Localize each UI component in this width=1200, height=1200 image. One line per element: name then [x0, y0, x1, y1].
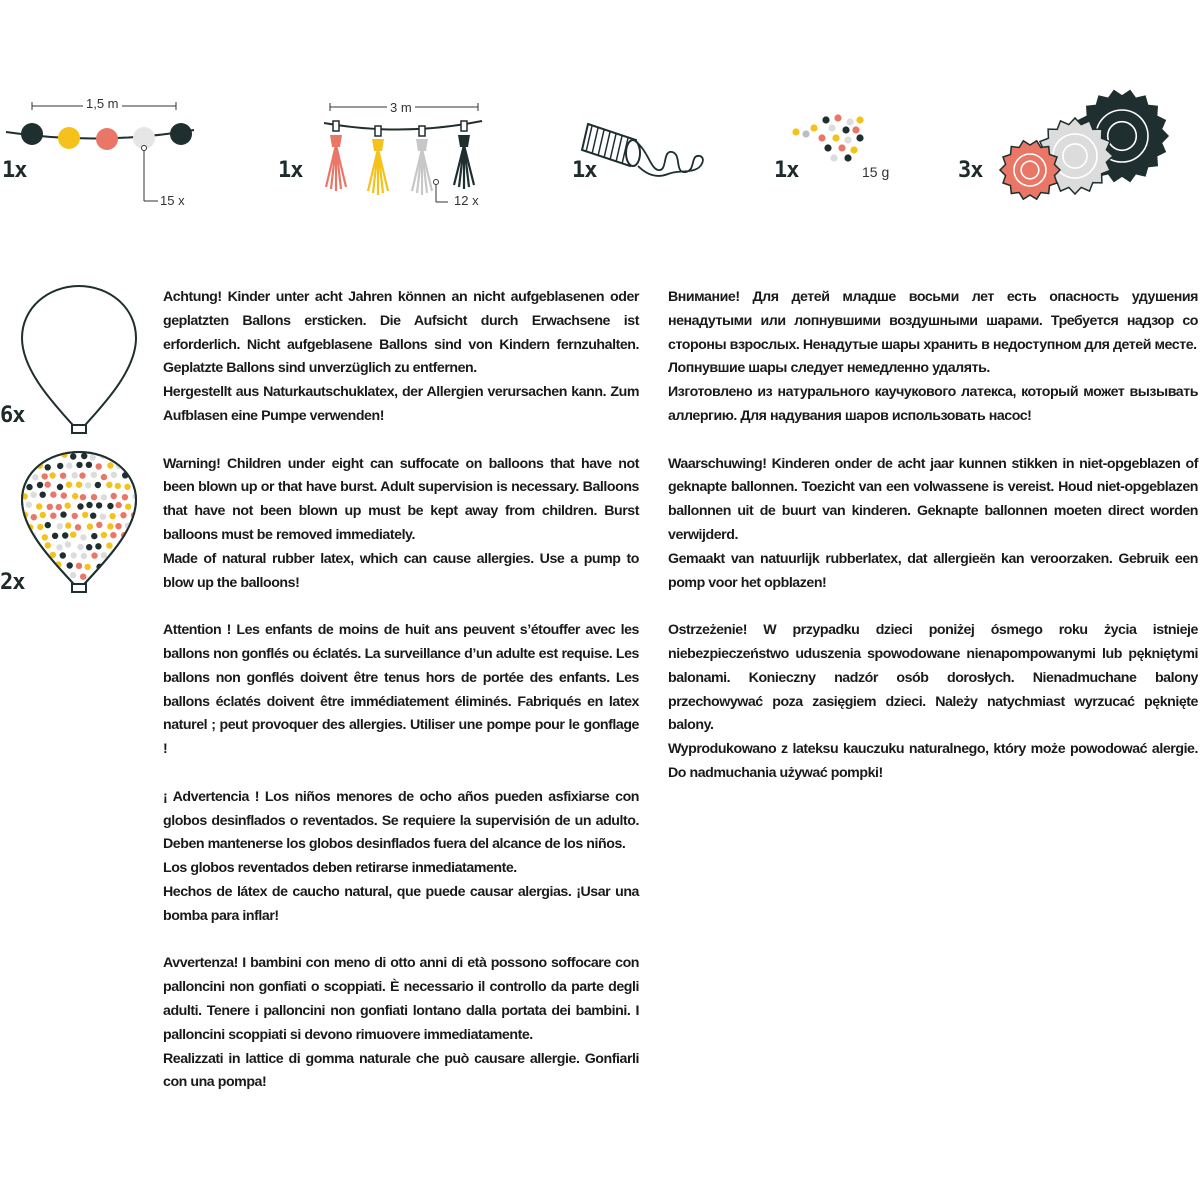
balloon-confetti-dot	[86, 544, 92, 550]
warning-ru-text-1: Внимание! Для детей младше восьми лет есть опасность удушения ненадутыми или лопнувшими воздушными шарами. Требуется надзор со стороны взрослых. Ненадутые шары хранить в недоступном для детей месте.	[668, 289, 1198, 353]
pompom-garland-length: 1,5 m	[83, 96, 122, 111]
balloon-confetti-dot	[21, 453, 27, 459]
balloon-confetti-dot	[87, 523, 93, 529]
balloon-confetti-dot	[50, 513, 56, 519]
warning-ru	[668, 286, 1198, 429]
balloon-confetti-dot	[72, 472, 78, 478]
balloon-confetti-dot	[101, 532, 107, 538]
balloon-confetti-dot	[91, 494, 97, 500]
balloon-confetti-dot	[91, 533, 97, 539]
balloon-confetti-dot	[115, 483, 121, 489]
warning-it-text-2: Realizzati in lattice di gomma naturale che può causare allergie. Gonfiarli con una pompa!	[163, 1050, 639, 1091]
balloon-confetti-dot	[40, 552, 46, 558]
balloon-confetti-dot	[96, 522, 102, 528]
confetti-dot	[856, 134, 863, 141]
confetti-dot	[802, 130, 809, 137]
confetti-dot	[844, 136, 851, 143]
warning-en-text-1: Warning! Children under eight can suffocate on balloons that have not been blown up or that have burst. Adult supervision is necessary. Balloons that have not been blown up must be kept away from children. Burst balloons must be removed immediately.	[163, 455, 639, 543]
confetti-dot	[828, 124, 835, 131]
balloon-confetti-dot	[115, 523, 121, 529]
tassel-garland-qty: 1x	[278, 158, 303, 183]
balloon-confetti-dot	[121, 554, 127, 560]
balloon-confetti-dot	[85, 482, 91, 488]
balloon-confetti-dot	[115, 562, 121, 568]
balloon-confetti-dot	[119, 572, 125, 578]
balloon-confetti-dot	[80, 574, 86, 580]
balloon-confetti-dot	[124, 484, 130, 490]
balloon-confetti-dot	[115, 583, 121, 589]
paper-fan-icon	[990, 88, 1180, 208]
balloon-confetti-dot	[45, 542, 51, 548]
balloon-confetti-dot	[100, 514, 106, 520]
balloon-confetti-dot	[95, 543, 101, 549]
confetti-qty: 1x	[774, 158, 799, 183]
confetti-balloon-icon	[18, 448, 138, 608]
balloon-confetti-dot	[42, 534, 48, 540]
balloon-confetti-dot	[86, 462, 92, 468]
balloon-confetti-dot	[71, 552, 77, 558]
confetti-dot	[822, 116, 829, 123]
warning-es	[163, 786, 639, 929]
confetti-dot	[844, 154, 851, 161]
warning-it	[163, 952, 639, 1095]
balloon-confetti-dot	[107, 584, 113, 590]
balloon-confetti-dot	[135, 464, 141, 470]
balloon-confetti-dot	[30, 492, 36, 498]
balloon-confetti-dot	[91, 552, 97, 558]
balloon-confetti-dot	[65, 502, 71, 508]
balloon-confetti-dot	[122, 494, 128, 500]
balloon-confetti-dot	[37, 562, 43, 568]
balloon-confetti-dot	[101, 474, 107, 480]
balloon-confetti-dot	[25, 583, 31, 589]
warning-de	[163, 286, 639, 429]
tassel-garland-length: 3 m	[387, 100, 415, 115]
balloon-confetti-dot	[116, 502, 122, 508]
balloon-confetti-dot	[45, 583, 51, 589]
balloon-confetti-dot	[60, 473, 66, 479]
warnings-right-column	[668, 286, 1198, 810]
confetti-dot	[850, 146, 857, 153]
balloon-confetti-dot	[76, 482, 82, 488]
balloon-confetti-dot	[70, 572, 76, 578]
balloon-confetti-dot	[126, 463, 132, 469]
warning-de-text-2: Hergestellt aus Naturkautschuklatex, der Allergien verursachen kann. Zum Aufblasen eine Pumpe verwenden!	[163, 384, 639, 424]
balloon-confetti-dot	[132, 571, 138, 577]
balloon-confetti-dot	[45, 522, 51, 528]
balloon-confetti-dot	[90, 513, 96, 519]
balloon-icon	[18, 282, 138, 442]
balloon-confetti-dot	[62, 532, 68, 538]
balloon-confetti-dot	[52, 533, 58, 539]
balloon-confetti-dot	[35, 582, 41, 588]
balloon-confetti-dot	[110, 453, 116, 459]
balloon-confetti-dot	[121, 452, 127, 458]
confetti-dot	[830, 154, 837, 161]
warning-nl	[668, 453, 1198, 596]
balloon-confetti-dot	[60, 552, 66, 558]
balloon-confetti-dot	[66, 482, 72, 488]
pompom-count: 15 x	[160, 193, 185, 208]
balloon-confetti-dot	[26, 502, 32, 508]
balloon-confetti-dot	[107, 564, 113, 570]
warning-en-text-2: Made of natural rubber latex, which can cause allergies. Use a pump to blow up the balloons!	[163, 550, 639, 591]
balloon-confetti-dot	[125, 504, 131, 510]
balloon-confetti-dot	[77, 544, 83, 550]
balloon-confetti-dot	[96, 502, 102, 508]
balloon-confetti-dot	[45, 464, 51, 470]
warning-ru-text-3: Изготовлено из натурального каучукового латекса, который может вызывать аллергию. Для надувания шаров использовать насос!	[668, 384, 1198, 424]
balloon-confetti-dot	[77, 503, 83, 509]
balloon-confetti-dot	[131, 553, 137, 559]
balloon-confetti-dot	[126, 543, 132, 549]
warning-nl-text-2: Gemaakt van natuurlijk rubberlatex, dat allergieën kan veroorzaken. Gebruik een pomp voor het opblazen!	[668, 550, 1198, 591]
warning-es-text-1: ¡ Advertencia ! Los niños menores de ocho años pueden asfixiarse con globos desinflados o reventados. Se requiere la supervisión de un adulto. Deben mantenerse los globos desinflados fuera del alcance de los niños.	[163, 788, 639, 853]
balloon-confetti-dot	[67, 562, 73, 568]
balloon-confetti-dot	[57, 484, 63, 490]
balloon-confetti-dot	[26, 484, 32, 490]
balloon-confetti-dot	[136, 563, 142, 569]
balloon-confetti-dot	[42, 473, 48, 479]
warning-pl-text-2: Wyprodukowano z lateksu kauczuku naturalnego, który może powodować alergie. Do nadmuchania używać pompki!	[668, 741, 1198, 781]
balloon-confetti-dot	[31, 572, 37, 578]
balloon-confetti-dot	[120, 512, 126, 518]
balloon-confetti-dot	[40, 573, 46, 579]
confetti-balloons-qty: 2x	[0, 570, 25, 595]
balloon-confetti-dot	[84, 564, 90, 570]
balloon-confetti-dot	[106, 542, 112, 548]
balloon-confetti-dot	[76, 462, 82, 468]
balloon-confetti-dot	[37, 482, 43, 488]
balloon-confetti-dot	[135, 582, 141, 588]
confetti-dot	[846, 118, 853, 125]
balloon-confetti-dot	[40, 454, 46, 460]
warning-es-text-2: Los globos reventados deben retirarse inmediatamente.	[163, 860, 517, 877]
balloon-confetti-dot	[65, 522, 71, 528]
balloon-confetti-dot	[72, 493, 78, 499]
balloon-confetti-dot	[20, 474, 26, 480]
balloon-confetti-dot	[50, 573, 56, 579]
balloon-confetti-dot	[40, 512, 46, 518]
balloon-confetti-dot	[75, 524, 81, 530]
balloon-confetti-dot	[50, 491, 56, 497]
balloon-confetti-dot	[30, 453, 36, 459]
balloon-confetti-dot	[47, 504, 53, 510]
balloon-confetti-dot	[97, 583, 103, 589]
balloon-confetti-dot	[76, 563, 82, 569]
balloon-confetti-dot	[137, 523, 143, 529]
balloon-confetti-dot	[49, 472, 55, 478]
confetti-dot	[838, 144, 845, 151]
balloon-confetti-dot	[132, 453, 138, 459]
plain-balloons-qty: 6x	[0, 403, 25, 428]
confetti-dot	[792, 128, 799, 135]
balloon-confetti-dot	[56, 504, 62, 510]
confetti-dot	[856, 116, 863, 123]
warning-ru-text-2: Лопнувшие шары следует немедленно удалять.	[668, 360, 990, 377]
balloon-confetti-dot	[80, 534, 86, 540]
balloon-confetti-dot	[72, 513, 78, 519]
balloon-confetti-dot	[66, 463, 72, 469]
confetti-dot	[818, 134, 825, 141]
paper-fans-qty: 3x	[958, 158, 983, 183]
balloon-confetti-dot	[135, 542, 141, 548]
warnings-left-column	[163, 286, 639, 1119]
warning-en	[163, 453, 639, 596]
warning-de-text-1: Achtung! Kinder unter acht Jahren können an nicht aufgeblasenen oder geplatzten Ballons ersticken. Die Aufsicht durch Erwachsene ist erforderlich. Nicht aufgeblasene Ballons sind von Kindern fernzuhalten. Geplatzte Ballons sind unverzüglich zu entfernen.	[163, 289, 639, 377]
balloon-confetti-dot	[61, 492, 67, 498]
balloon-confetti-dot	[40, 492, 46, 498]
balloon-confetti-dot	[107, 523, 113, 529]
balloon-confetti-dot	[109, 513, 115, 519]
confetti-dot	[852, 126, 859, 133]
balloon-confetti-dot	[100, 571, 106, 577]
balloon-confetti-dot	[86, 502, 92, 508]
balloon-confetti-dot	[107, 462, 113, 468]
balloon-confetti-dot	[90, 454, 96, 460]
balloon-confetti-dot	[70, 532, 76, 538]
pompom-garland-qty: 1x	[2, 158, 27, 183]
confetti-dot	[824, 144, 831, 151]
warning-fr	[163, 619, 639, 762]
warning-nl-text-1: Waarschuwing! Kinderen onder de acht jaar kunnen stikken in niet-opgeblazen of geknapte ballonnen. Toezicht van een volwassene is vereist. Houd niet-opgeblazen ballonnen uit de buurt van kinderen. Geknapte ballonnen moeten direct worden verwijderd.	[668, 455, 1198, 543]
confetti-dot	[834, 114, 841, 121]
balloon-confetti-dot	[57, 463, 63, 469]
balloon-confetti-dot	[80, 494, 86, 500]
confetti-dot	[842, 126, 849, 133]
balloon-confetti-dot	[131, 533, 137, 539]
balloon-confetti-dot	[96, 463, 102, 469]
balloon-confetti-dot	[20, 552, 26, 558]
balloon-confetti-dot	[127, 563, 133, 569]
balloon-confetti-dot	[31, 514, 37, 520]
balloon-confetti-dot	[57, 523, 63, 529]
confetti-dot	[810, 124, 817, 131]
balloon-confetti-dot	[79, 472, 85, 478]
balloon-confetti-dot	[31, 553, 37, 559]
balloon-confetti-dot	[21, 533, 27, 539]
balloon-confetti-dot	[137, 503, 143, 509]
balloon-confetti-dot	[101, 494, 107, 500]
balloon-confetti-dot	[91, 472, 97, 478]
balloon-confetti-dot	[70, 453, 76, 459]
confetti-weight: 15 g	[862, 164, 890, 180]
balloon-confetti-dot	[32, 474, 38, 480]
warning-it-text-1: Avvertenza! I bambini con meno di otto anni di età possono soffocare con palloncini non gonfiati o scoppiati. È necessario il controllo da parte degli adulti. Tenere i palloncini non gonfiati lontano dalla portata dei bambini. I palloncini scoppiati si devono rimuovere immediatamente.	[163, 955, 639, 1043]
streamer-qty: 1x	[572, 158, 597, 183]
balloon-confetti-dot	[107, 503, 113, 509]
balloon-confetti-dot	[47, 562, 53, 568]
balloon-confetti-dot	[56, 583, 62, 589]
balloon-confetti-dot	[110, 532, 116, 538]
warning-pl	[668, 619, 1198, 786]
balloon-confetti-dot	[45, 481, 51, 487]
balloon-confetti-dot	[81, 553, 87, 559]
balloon-confetti-dot	[36, 503, 42, 509]
balloon-confetti-dot	[137, 482, 143, 488]
balloon-confetti-dot	[56, 544, 62, 550]
warning-es-text-3: Hechos de látex de caucho natural, que puede causar alergias. ¡Usar una bomba para inflar!	[163, 883, 639, 924]
balloon-confetti-dot	[111, 472, 117, 478]
streamer-roll-icon	[578, 110, 708, 190]
balloon-confetti-dot	[60, 511, 66, 517]
warning-pl-text-1: Ostrzeżenie! W przypadku dzieci poniżej ósmego roku życia istnieje niebezpieczeństwo uduszenia spowodowane nienapompowanymi lub pękniętymi balonami. Konieczny nadzór osób dorosłych. Nienadmuchane balony przechowywać poza zasięgiem dzieci. Należy natychmiast wyrzucać pęknięte balony.	[668, 622, 1198, 734]
balloon-confetti-dot	[95, 482, 101, 488]
balloon-confetti-dot	[82, 512, 88, 518]
balloon-confetti-dot	[111, 493, 117, 499]
warning-fr-text-1: Attention ! Les enfants de moins de huit ans peuvent s’étouffer avec les ballons non gonflés ou éclatés. La surveillance d’un adulte est requise. Les ballons non gonflés doivent être tenus hors de portée des enfants. Les ballons éclatés doivent être immédiatement éliminés. Fabriqués en latex naturel ; peut provoquer des allergies. Utiliser une pompe pour le gonflage !	[163, 622, 639, 758]
balloon-confetti-dot	[24, 543, 30, 549]
balloon-confetti-dot	[112, 573, 118, 579]
balloon-confetti-dot	[26, 462, 32, 468]
confetti-dot	[832, 134, 839, 141]
tassel-count: 12 x	[454, 193, 479, 208]
balloon-confetti-dot	[101, 552, 107, 558]
balloon-confetti-dot	[37, 524, 43, 530]
balloon-confetti-dot	[127, 582, 133, 588]
balloon-confetti-dot	[106, 482, 112, 488]
balloon-confetti-dot	[27, 563, 33, 569]
balloon-confetti-dot	[81, 453, 87, 459]
balloon-confetti-dot	[65, 541, 71, 547]
